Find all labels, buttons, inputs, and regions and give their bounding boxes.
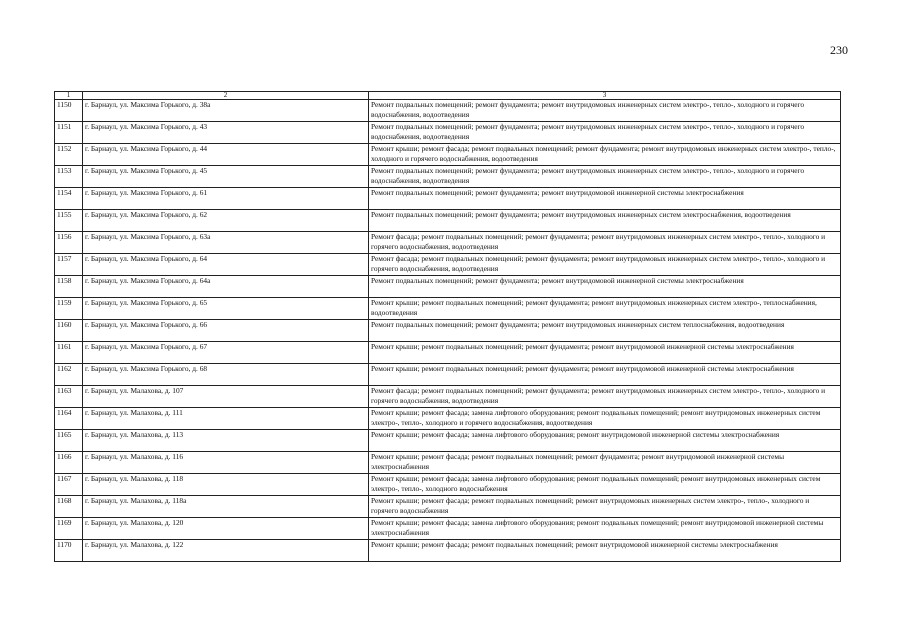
- works-cell: Ремонт подвальных помещений; ремонт фундамента; ремонт внутридомовых инженерных систем электро-, тепло-, холодного и горячего водоснабжения, водоотведения: [369, 166, 841, 188]
- table-row: [55, 144, 841, 166]
- table-row: [55, 452, 841, 474]
- table-row: [55, 188, 841, 210]
- address-cell: г. Барнаул, ул. Максима Горького, д. 64: [83, 254, 369, 276]
- works-cell: Ремонт крыши; ремонт фасада; ремонт подвальных помещений; ремонт фундамента; ремонт внутридомовой инженерной системы электроснабжения: [369, 452, 841, 474]
- row-number-cell: 1163: [55, 386, 83, 408]
- address-cell: г. Барнаул, ул. Максима Горького, д. 64а: [83, 276, 369, 298]
- row-number-cell: 1169: [55, 518, 83, 540]
- row-number-cell: 1156: [55, 232, 83, 254]
- table-row: [55, 166, 841, 188]
- address-cell: г. Барнаул, ул. Максима Горького, д. 67: [83, 342, 369, 364]
- address-cell: г. Барнаул, ул. Малахова, д. 113: [83, 430, 369, 452]
- address-cell: г. Барнаул, ул. Максима Горького, д. 63а: [83, 232, 369, 254]
- table-row: [55, 342, 841, 364]
- address-cell: г. Барнаул, ул. Малахова, д. 107: [83, 386, 369, 408]
- works-cell: Ремонт фасада; ремонт подвальных помещений; ремонт фундамента; ремонт внутридомовых инженерных систем электро-, тепло-, холодного и горячего водоснабжения, водоотведения: [369, 254, 841, 276]
- address-cell: г. Барнаул, ул. Максима Горького, д. 62: [83, 210, 369, 232]
- address-cell: г. Барнаул, ул. Максима Горького, д. 43: [83, 122, 369, 144]
- row-number-cell: 1153: [55, 166, 83, 188]
- row-number-cell: 1168: [55, 496, 83, 518]
- table-body: [55, 100, 841, 562]
- address-cell: г. Барнаул, ул. Малахова, д. 116: [83, 452, 369, 474]
- works-cell: Ремонт подвальных помещений; ремонт фундамента; ремонт внутридомовых инженерных систем электроснабжения, водоотведения: [369, 210, 841, 232]
- address-cell: г. Барнаул, ул. Максима Горького, д. 61: [83, 188, 369, 210]
- works-cell: Ремонт крыши; ремонт фасада; замена лифтового оборудования; ремонт внутридомовой инженерной системы электроснабжения: [369, 430, 841, 452]
- row-number-cell: 1152: [55, 144, 83, 166]
- table-row: [55, 210, 841, 232]
- table-row: [55, 474, 841, 496]
- row-number-cell: 1170: [55, 540, 83, 562]
- works-cell: Ремонт крыши; ремонт фасада; замена лифтового оборудования; ремонт подвальных помещений; ремонт внутридомовой инженерной системы электроснабжения: [369, 518, 841, 540]
- table-row: [55, 100, 841, 122]
- works-cell: Ремонт фасада; ремонт подвальных помещений; ремонт фундамента; ремонт внутридомовых инженерных систем электро-, тепло-, холодного и горячего водоснабжения, водоотведения: [369, 232, 841, 254]
- row-number-cell: 1166: [55, 452, 83, 474]
- works-cell: Ремонт крыши; ремонт подвальных помещений; ремонт фундамента; ремонт внутридомовой инженерной системы электроснабжения: [369, 342, 841, 364]
- address-cell: г. Барнаул, ул. Малахова, д. 118: [83, 474, 369, 496]
- row-number-cell: 1164: [55, 408, 83, 430]
- row-number-cell: 1160: [55, 320, 83, 342]
- row-number-cell: 1165: [55, 430, 83, 452]
- address-cell: г. Барнаул, ул. Малахова, д. 118а: [83, 496, 369, 518]
- row-number-cell: 1154: [55, 188, 83, 210]
- works-cell: Ремонт крыши; ремонт фасада; ремонт подвальных помещений; ремонт внутридомовых инженерных систем электро-, тепло-, холодного и горячего водоснабжения: [369, 496, 841, 518]
- column-header-works: 3: [369, 92, 841, 100]
- table-row: [55, 540, 841, 562]
- row-number-cell: 1162: [55, 364, 83, 386]
- row-number-cell: 1157: [55, 254, 83, 276]
- works-cell: Ремонт подвальных помещений; ремонт фундамента; ремонт внутридомовых инженерных систем электро-, тепло-, холодного и горячего водоснабжения, водоотведения: [369, 122, 841, 144]
- address-cell: г. Барнаул, ул. Максима Горького, д. 68: [83, 364, 369, 386]
- row-number-cell: 1167: [55, 474, 83, 496]
- address-cell: г. Барнаул, ул. Малахова, д. 120: [83, 518, 369, 540]
- address-cell: г. Барнаул, ул. Малахова, д. 111: [83, 408, 369, 430]
- column-header-address: 2: [83, 92, 369, 100]
- works-cell: Ремонт подвальных помещений; ремонт фундамента; ремонт внутридомовых инженерных систем теплоснабжения, водоотведения: [369, 320, 841, 342]
- table-row: [55, 408, 841, 430]
- table-row: [55, 518, 841, 540]
- works-cell: Ремонт крыши; ремонт фасада; замена лифтового оборудования; ремонт подвальных помещений; ремонт внутридомовых инженерных систем электро-, тепло-, холодного и горячего водоснабжения, водоотведения: [369, 408, 841, 430]
- row-number-cell: 1155: [55, 210, 83, 232]
- table-row: [55, 276, 841, 298]
- address-cell: г. Барнаул, ул. Максима Горького, д. 66: [83, 320, 369, 342]
- column-header-number: 1: [55, 92, 83, 100]
- works-cell: Ремонт крыши; ремонт подвальных помещений; ремонт фундамента; ремонт внутридомовой инженерной системы электроснабжения: [369, 364, 841, 386]
- table-row: [55, 430, 841, 452]
- works-cell: Ремонт фасада; ремонт подвальных помещений; ремонт фундамента; ремонт внутридомовых инженерных систем электро-, тепло-, холодного и горячего водоснабжения, водоотведения: [369, 386, 841, 408]
- housing-repair-table: [54, 91, 841, 562]
- address-cell: г. Барнаул, ул. Максима Горького, д. 65: [83, 298, 369, 320]
- works-cell: Ремонт крыши; ремонт фасада; ремонт подвальных помещений; ремонт внутридомовой инженерной системы электроснабжения: [369, 540, 841, 562]
- works-cell: Ремонт крыши; ремонт фасада; замена лифтового оборудования; ремонт подвальных помещений; ремонт внутридомовых инженерных систем электро-, тепло-, холодного водоснабжения: [369, 474, 841, 496]
- address-cell: г. Барнаул, ул. Малахова, д. 122: [83, 540, 369, 562]
- table-row: [55, 122, 841, 144]
- table-row: [55, 320, 841, 342]
- row-number-cell: 1150: [55, 100, 83, 122]
- table-row: [55, 298, 841, 320]
- works-cell: Ремонт крыши; ремонт фасада; ремонт подвальных помещений; ремонт фундамента; ремонт внутридомовых инженерных систем электро-, тепло-, холодного и горячего водоснабжения, водоотведения: [369, 144, 841, 166]
- table-row: [55, 386, 841, 408]
- works-cell: Ремонт подвальных помещений; ремонт фундамента; ремонт внутридомовых инженерных систем электро-, тепло-, холодного и горячего водоснабжения, водоотведения: [369, 100, 841, 122]
- header-row: [55, 92, 841, 100]
- table-row: [55, 496, 841, 518]
- table-row: [55, 232, 841, 254]
- works-cell: Ремонт подвальных помещений; ремонт фундамента; ремонт внутридомовой инженерной системы электроснабжения: [369, 188, 841, 210]
- works-cell: Ремонт подвальных помещений; ремонт фундамента; ремонт внутридомовой инженерной системы электроснабжения: [369, 276, 841, 298]
- row-number-cell: 1158: [55, 276, 83, 298]
- row-number-cell: 1159: [55, 298, 83, 320]
- works-cell: Ремонт крыши; ремонт подвальных помещений; ремонт фундамента; ремонт внутридомовых инженерных систем электро-, теплоснабжения, водоотведения: [369, 298, 841, 320]
- address-cell: г. Барнаул, ул. Максима Горького, д. 44: [83, 144, 369, 166]
- address-cell: г. Барнаул, ул. Максима Горького, д. 38а: [83, 100, 369, 122]
- address-cell: г. Барнаул, ул. Максима Горького, д. 45: [83, 166, 369, 188]
- table-row: [55, 254, 841, 276]
- row-number-cell: 1151: [55, 122, 83, 144]
- page-number: 230: [830, 43, 848, 57]
- row-number-cell: 1161: [55, 342, 83, 364]
- table-row: [55, 364, 841, 386]
